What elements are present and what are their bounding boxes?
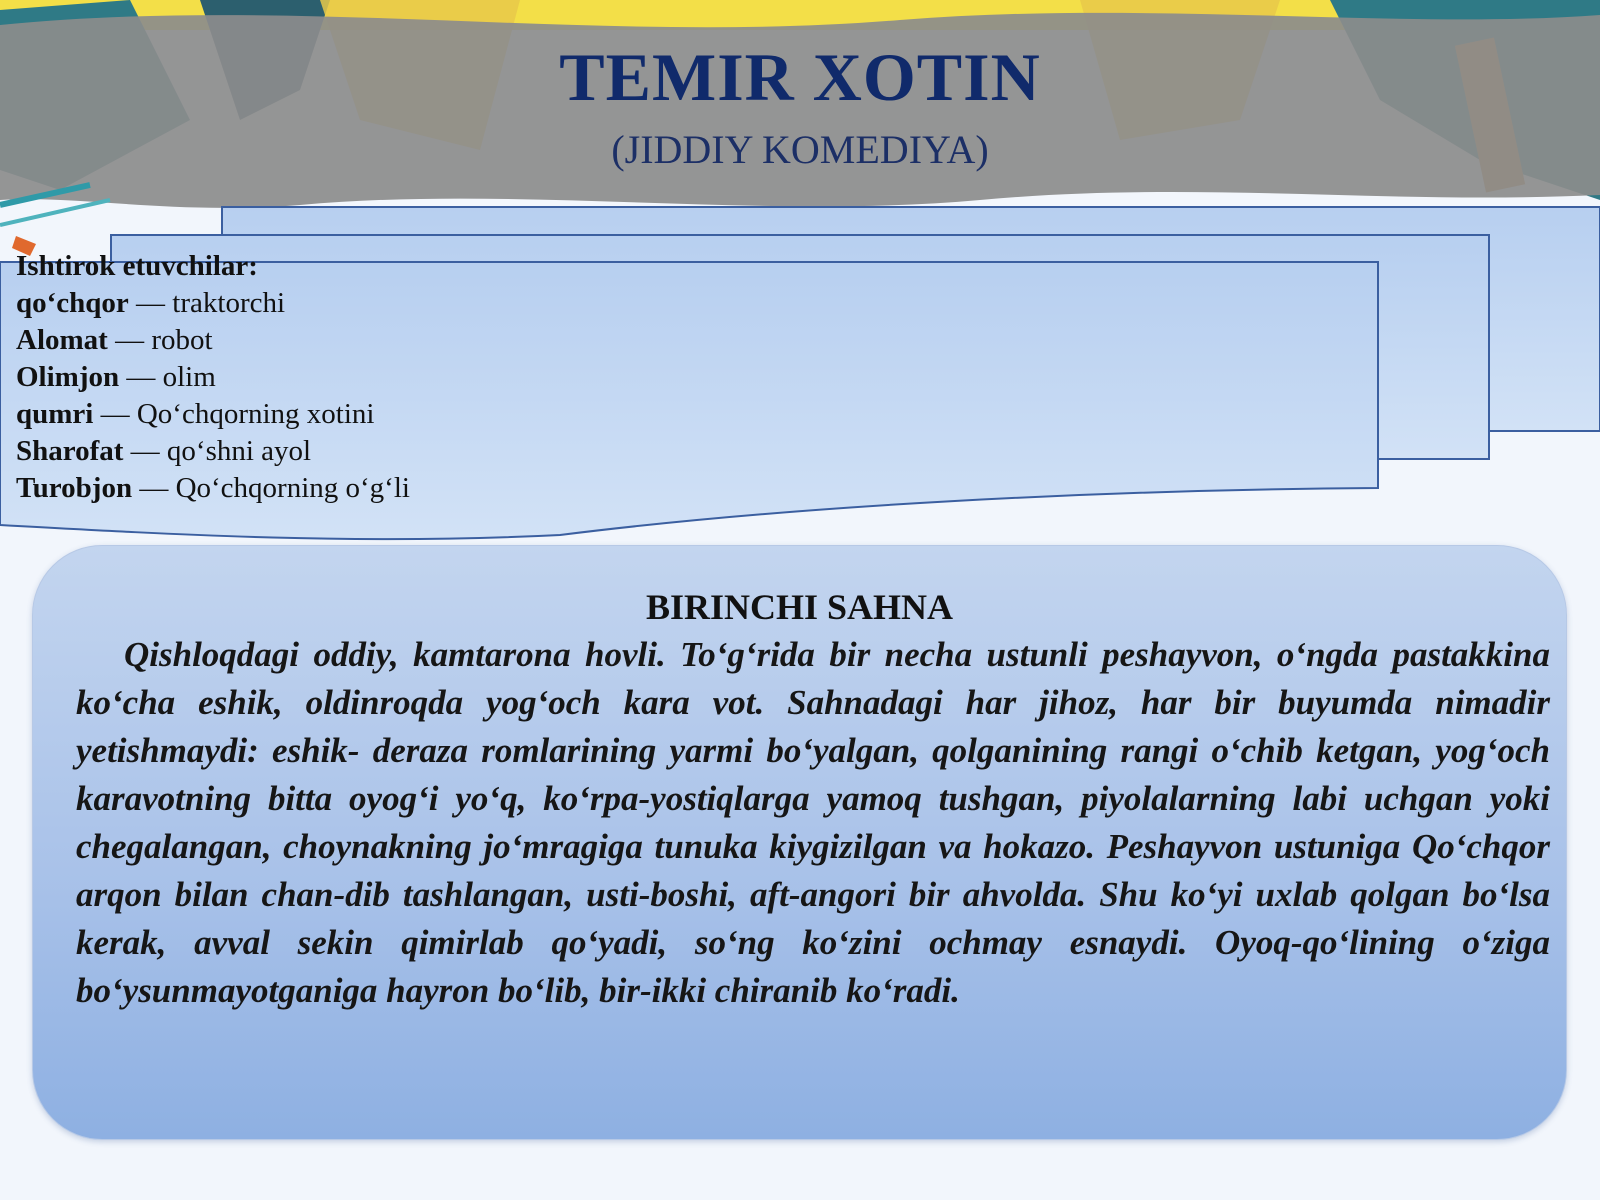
cast-role: — robot bbox=[107, 324, 213, 356]
scene-box bbox=[32, 545, 1567, 1140]
cast-name: Sharofat bbox=[16, 435, 124, 467]
cast-item bbox=[16, 396, 716, 433]
scene-title: BIRINCHI SAHNA bbox=[645, 587, 954, 627]
cast-name: qo‘chqor bbox=[16, 287, 129, 319]
cast-item bbox=[16, 359, 716, 396]
cast-role: — qo‘shni ayol bbox=[123, 435, 312, 467]
cast-item bbox=[16, 433, 716, 470]
cast-role: — Qo‘chqorning xotini bbox=[93, 398, 375, 430]
cast-role: — Qo‘chqorning o‘g‘li bbox=[132, 472, 410, 504]
cast-name: qumri bbox=[16, 398, 94, 430]
page-subtitle: (JIDDIY KOMEDIYA) bbox=[611, 127, 989, 172]
cast-role: — traktorchi bbox=[128, 287, 286, 319]
title-area bbox=[0, 0, 1600, 200]
cast-name: Alomat bbox=[16, 324, 108, 356]
cast-item bbox=[16, 470, 716, 507]
cast-name: Turobjon bbox=[16, 472, 133, 504]
cast-heading: Ishtirok etuvchilar: bbox=[16, 250, 258, 282]
cast-item bbox=[16, 322, 716, 359]
cast-list bbox=[16, 248, 716, 507]
cast-item bbox=[16, 285, 716, 322]
page-title: TEMIR XOTIN bbox=[559, 39, 1041, 115]
cast-role: — olim bbox=[119, 361, 216, 393]
cast-name: Olimjon bbox=[16, 361, 120, 393]
scene-description: Qishloqdagi oddiy, kamtarona hovli. To‘g‘rida bir necha ustunli peshayvon, o‘ngda pastakkina ko‘cha eshik, oldinroqda yog‘och kara vot. Sahnadagi har jihoz, har bir buyumda nimadir yetishmaydi: eshik- deraza romlarining yarmi bo‘yalgan, qolganining rangi o‘chib ketgan, yog‘och karavotning bitta oyog‘i yo‘q, ko‘rpa-yostiqlarga yamoq tushgan, piyolalarning labi uchgan yoki chegalangan, choynakning jo‘mragiga tunuka kiygizilgan va hokazo. Peshayvon ustuniga Qo‘chqor arqon bilan chan-dib tashlangan, usti-boshi, aft-angori bir ahvolda. Shu ko‘yi uxlab qolgan bo‘lsa kerak, avval sekin qimirlab qo‘yadi, so‘ng ko‘zini ochmay esnaydi. Oyoq-qo‘lining o‘ziga bo‘ysunmayotganiga hayron bo‘lib, bir-ikki chiranib ko‘radi. bbox=[76, 635, 1550, 1010]
